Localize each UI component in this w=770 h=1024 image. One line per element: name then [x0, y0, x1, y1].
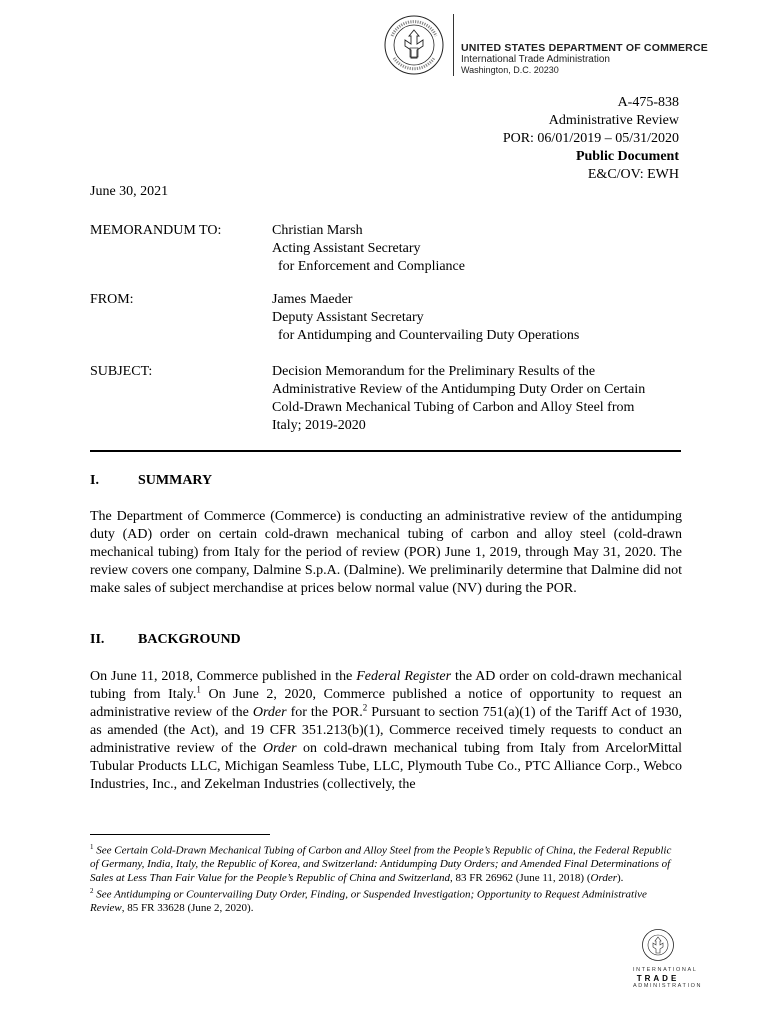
letterhead-subtitle: International Trade Administration	[461, 54, 610, 65]
public-document-label: Public Document	[575, 149, 679, 164]
commerce-seal	[383, 14, 445, 76]
footnote-ref[interactable]: 2	[362, 702, 368, 713]
footnote-2: $^2$ See Antidumping or Countervailing Duty Order, Finding, or Suspended Investigation; Opportunity to Request Administrative Review, 85 FR 33628 (June 2, 2020).	[90, 887, 647, 915]
section-number: II.	[90, 632, 105, 647]
memo-subject-value	[272, 363, 692, 435]
case-number: A-475-838	[617, 95, 679, 110]
memo-date: June 30, 2021	[90, 184, 169, 199]
header-divider	[90, 450, 681, 452]
eagle-seal-icon	[383, 14, 445, 76]
memo-to-title: Acting Assistant Secretary	[272, 241, 421, 256]
case-info	[503, 94, 679, 184]
memo-to-label: MEMORANDUM TO:	[90, 223, 222, 238]
memo-subject-line: Italy; 2019-2020	[272, 418, 366, 433]
case-type: Administrative Review	[548, 113, 679, 128]
section-background-heading	[90, 632, 241, 648]
memo-subject-line: Decision Memorandum for the Preliminary Results of the	[272, 364, 596, 379]
memo-from-title: Deputy Assistant Secretary	[272, 310, 424, 325]
summary-paragraph: The Department of Commerce (Commerce) is conducting an administrative review of the antidumping duty (AD) order on certain cold-drawn mechanical tubing of carbon and alloy steel (cold-drawn mechanical tubing) from Italy for the period of review (POR) June 1, 2019, through May 31, 2020. The review covers one company, Dalmine S.p.A. (Dalmine). We preliminarily determine that Dalmine did not make sales of subject merchandise at prices below normal value (NV) during the POR.	[90, 509, 682, 596]
background-paragraph: On June 11, 2018, Commerce published in the Federal Register the AD order on cold-drawn mechanical tubing from Italy.$^1$ On June 2, 2020, Commerce published a notice of opportunity to request an administrative review of the Order for the POR.$^2$ Pursuant to section 751(a)(1) of the Tariff Act of 1930, as amended (the Act), and 19 CFR 351.213(b)(1), Commerce received timely requests to conduct an administrative review of the Order on cold-drawn mechanical tubing from Italy from ArcelorMittal Tubular Products LLC, Michigan Seamless Tube, LLC, Plymouth Tube Co., PTC Alliance Corp., Webco Industries, Inc., and Zekelman Industries (collectively, the	[90, 669, 682, 792]
ita-logo-line1: INTERNATIONAL	[633, 967, 698, 973]
memo-subject-line: Cold-Drawn Mechanical Tubing of Carbon and Alloy Steel from	[272, 400, 635, 415]
federal-register-text: Federal Register	[356, 669, 452, 684]
memo-from-office: for Antidumping and Countervailing Duty Operations	[278, 328, 580, 343]
memo-from-label: FROM:	[90, 292, 134, 307]
letterhead-org: UNITED STATES DEPARTMENT OF COMMERCE	[461, 42, 708, 54]
memo-from-name: James Maeder	[272, 292, 353, 307]
ita-logo-line3: ADMINISTRATION	[633, 983, 703, 989]
memo-subject-label: SUBJECT:	[90, 364, 153, 379]
memo-from-value	[272, 291, 692, 345]
case-por: POR: 06/01/2019 – 05/31/2020	[502, 131, 679, 146]
section-title: BACKGROUND	[138, 632, 241, 647]
footnotes	[90, 841, 682, 916]
ita-logo-line2: TRADE	[636, 974, 680, 983]
ita-footer-logo	[633, 928, 703, 990]
memo-to-name: Christian Marsh	[272, 223, 363, 238]
section-number: I.	[90, 473, 99, 488]
footnote-divider	[90, 834, 270, 835]
letterhead	[461, 42, 708, 75]
section-summary-heading	[90, 473, 212, 489]
memo-to-value	[272, 222, 692, 276]
memo-subject-line: Administrative Review of the Antidumping Duty Order on Certain	[272, 382, 646, 397]
letterhead-divider	[453, 14, 454, 76]
memo-to-office: for Enforcement and Compliance	[278, 259, 465, 274]
footnote-1: $^1$ See Certain Cold-Drawn Mechanical Tubing of Carbon and Alloy Steel from the People’s Republic of China, the Federal Republic of Germany, India, Italy, the Republic of Korea, and Switzerland: Antidumping Duty Orders; and Amended Final Determinations of Sales at Less Than Fair Value for the People’s Republic of China and Switzerland, 83 FR 26962 (June 11, 2018) (Order).	[90, 843, 672, 884]
ita-seal-icon	[641, 928, 675, 962]
letterhead-address: Washington, D.C. 20230	[461, 65, 559, 75]
section-title: SUMMARY	[138, 473, 213, 488]
footnote-ref[interactable]: 1	[196, 684, 201, 695]
case-office: E&C/OV: EWH	[587, 167, 679, 182]
